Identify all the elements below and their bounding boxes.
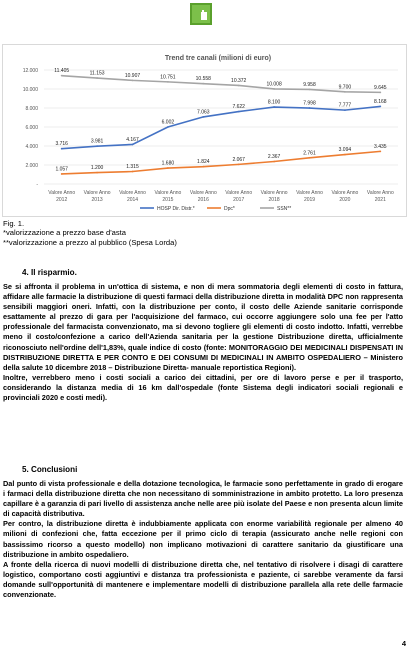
paragraph: Se si affronta il problema in un'ottica di sistema, e non di mera sommatoria degli elementi di costo in fattura, affidare alle farmacie la distribuzione di questi farmaci della distribuzione diretta in modalità DPC non rappresenta sensibili maggiori oneri. Infatti, con la distribuzione per conto, il costo delle Aziende sanitarie corrisponde esattamente al prezzo di gara per l'acquisizione del farmaco, cui occorre aggiungere solo una fee per l'atto professionale del farmacista convenzionato, ma si devono togliere gli elementi di costo indotto. Infatti, verrebbe meno il costo/confezione a carico dell'Azienda sanitaria per la gestione Distribuzione diretta, ufficialmente riconosciuto nell'ordine dell'1,83%, quale indice di costo (fonte: MONITORAGGIO DEI MEDICINALI DISPENSATI IN DISTRIBUZIONE DIRETTA E PER CONTO E DEI CONSUMI DI MEDICINALI IN AMBITO OSPEDALIERO – Ministero della salute 10 dicembre 2018 – Distribuzione Diretta- manuale reportistica Regioni).: [3, 282, 403, 372]
x-tick-label: Valore Anno: [154, 190, 182, 196]
data-point: [273, 161, 275, 163]
data-point: [202, 166, 204, 168]
y-tick-label: 6.000: [25, 124, 38, 131]
data-point: [96, 77, 98, 79]
data-point: [167, 167, 169, 169]
x-tick-label: Valore Anno: [189, 190, 217, 196]
x-tick-label: 2016: [197, 197, 209, 203]
data-label: 1.200: [90, 165, 104, 172]
data-label: 9.958: [303, 81, 316, 88]
y-tick-label: 10.000: [22, 86, 38, 93]
figure-label: Fig. 1.: [3, 219, 25, 228]
chart: [2, 44, 407, 224]
data-point: [344, 91, 346, 93]
data-point: [167, 126, 169, 128]
x-tick-label: 2013: [91, 197, 103, 203]
line-chart: [2, 44, 407, 224]
data-label: 6.002: [161, 119, 175, 126]
x-tick-label: 2012: [56, 197, 68, 203]
y-tick-label: 2.000: [25, 162, 38, 169]
data-label: 9.645: [374, 84, 387, 91]
page-number: 4: [401, 639, 406, 648]
data-label: 7.622: [232, 104, 245, 111]
data-point: [309, 157, 311, 159]
data-point: [96, 172, 98, 174]
x-tick-label: Valore Anno: [296, 190, 323, 196]
data-label: 2.367: [267, 154, 281, 161]
data-label: 11.153: [89, 70, 105, 77]
y-tick-label: 8.000: [25, 105, 38, 112]
legend-label: SSN**: [277, 205, 292, 212]
x-tick-label: Valore Anno: [48, 190, 76, 196]
x-tick-label: 2018: [268, 197, 280, 203]
data-point: [344, 109, 346, 111]
data-point: [344, 154, 346, 156]
data-point: [309, 88, 311, 90]
data-point: [61, 75, 63, 77]
data-label: 1.057: [55, 166, 68, 173]
data-label: 10.751: [160, 74, 176, 81]
logo: [190, 3, 212, 25]
data-label: 7.998: [303, 100, 316, 107]
data-point: [379, 91, 381, 93]
data-point: [273, 88, 275, 90]
data-label: 10.558: [195, 76, 211, 83]
paragraph: Dal punto di vista professionale e della dotazione tecnologica, le farmacie sono perfettamente in grado di erogare i farmaci della distribuzione diretta che non necessitano di somministrazione in ambito protetto. La loro presenza capillare è a garanzia di pari livello di assistenza anche nelle aree più isolate del Paese e non presenta alcun limite di capacità distributiva.: [3, 479, 403, 519]
data-label: 8.168: [374, 98, 387, 105]
x-tick-label: 2017: [233, 197, 245, 203]
data-label: 2.067: [232, 156, 245, 163]
paragraph: Inoltre, verrebbero meno i costi sociali a carico dei cittadini, per ore di lavoro perse e per il trasporto, considerando la distanza media di 16 km dall'ospedale (fonte Sistema degli indicatori sociali regionali e provinciali 2020 e costi medi).: [3, 372, 403, 403]
legend-label: Dpc*: [224, 205, 235, 212]
legend-label: HOSP Dir. Distr.*: [157, 205, 195, 212]
x-tick-label: 2015: [162, 197, 174, 203]
data-label: 1.680: [161, 160, 175, 167]
data-label: 10.008: [266, 81, 282, 88]
data-label: 3.981: [90, 138, 104, 145]
data-point: [61, 173, 63, 175]
data-label: 11.405: [54, 68, 70, 75]
data-label: 10.907: [124, 72, 141, 79]
figure-note-1: *valorizzazione a prezzo base d'asta: [3, 228, 127, 237]
x-tick-label: 2021: [374, 197, 386, 203]
x-tick-label: Valore Anno: [83, 190, 111, 196]
x-tick-label: Valore Anno: [225, 190, 253, 196]
chart-title: Trend tre canali (milioni di euro): [164, 55, 272, 62]
section-5-body: [3, 479, 403, 600]
data-point: [379, 106, 381, 108]
x-tick-label: 2020: [339, 197, 351, 203]
data-point: [273, 106, 275, 108]
data-point: [132, 79, 134, 81]
x-tick-label: Valore Anno: [260, 190, 288, 196]
data-label: 3.094: [338, 147, 352, 154]
green-square-logo-icon: [190, 3, 212, 25]
data-point: [202, 83, 204, 85]
data-point: [202, 116, 204, 118]
paragraph: Per contro, la distribuzione diretta è indubbiamente applicata con enorme variabilità regionale per almeno 40 milioni di confezioni che, fatta eccezione per il primo ciclo di terapia (assicurato anche nelle regioni con bassissimo ricorso a questo modello) non implicano motivazioni di carattere sanitario da giustificare una distribuzione in ambito ospedaliero.: [3, 519, 403, 559]
section-4-body: [3, 282, 403, 403]
data-label: 7.777: [338, 102, 352, 109]
data-point: [132, 144, 134, 146]
data-label: 10.372: [231, 77, 247, 84]
y-tick-label: -: [36, 181, 38, 188]
y-tick-label: 4.000: [25, 143, 38, 150]
data-point: [61, 148, 63, 150]
data-label: 3.435: [374, 143, 387, 150]
x-tick-label: Valore Anno: [331, 190, 359, 196]
data-label: 7.063: [197, 109, 210, 116]
figure-note-2: **valorizzazione a prezzo al pubblico (Spesa Lorda): [3, 238, 177, 247]
data-label: 1.315: [126, 164, 139, 171]
data-label: 4.167: [126, 136, 139, 143]
x-tick-label: Valore Anno: [119, 190, 146, 196]
section-4-title: 4. Il risparmio.: [22, 268, 77, 277]
data-label: 2.761: [303, 150, 316, 157]
x-tick-label: 2014: [126, 197, 139, 203]
y-tick-label: 12.000: [22, 67, 38, 74]
data-label: 9.700: [338, 84, 352, 91]
data-point: [309, 107, 311, 109]
data-label: 1.824: [197, 159, 210, 166]
x-tick-label: 2019: [303, 197, 316, 203]
data-label: 8.100: [267, 99, 281, 106]
data-point: [238, 111, 240, 113]
data-label: 3.716: [55, 141, 68, 148]
data-point: [238, 85, 240, 87]
x-tick-label: Valore Anno: [366, 190, 394, 196]
paragraph: A fronte della ricerca di nuovi modelli di distribuzione diretta che, nel tentativo di risolvere i disagi di carattere logistico, comportano costi aggiuntivi e distanza tra professionista e paziente, ci sarebbe veramente da farsi domande sull'opportunità di mantenere e implementare modelli di distribuzione parallela alla rete delle farmacie convenzionate.: [3, 559, 403, 600]
data-point: [132, 171, 134, 173]
section-5-title: 5. Conclusioni: [22, 465, 78, 474]
data-point: [167, 81, 169, 83]
data-point: [379, 150, 381, 152]
data-point: [96, 145, 98, 147]
data-point: [238, 163, 240, 165]
